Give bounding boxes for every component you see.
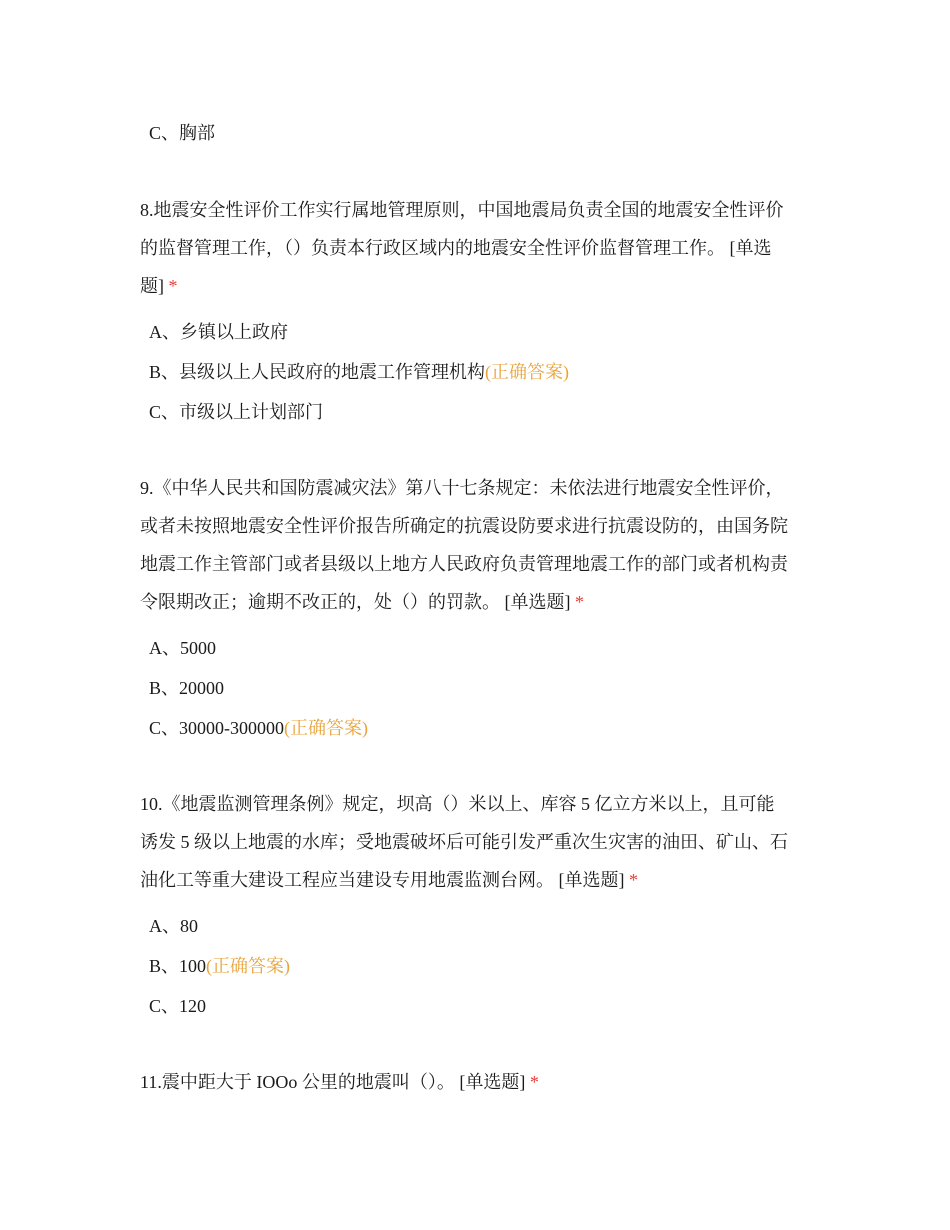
required-mark: *: [575, 592, 584, 612]
question-8-stem-line-1: 8.地震安全性评价工作实行属地管理原则，中国地震局负责全国的地震安全性评价: [140, 200, 784, 220]
question-8-option-b[interactable]: [149, 360, 569, 384]
option-label: A、80: [149, 916, 198, 936]
question-8-stem-text: 题]: [140, 276, 164, 296]
question-9-stem-line-2: 或者未按照地震安全性评价报告所确定的抗震设防要求进行抗震设防的，由国务院: [140, 516, 788, 536]
question-10-stem-line-1: 10.《地震监测管理条例》规定，坝高（）米以上、库容 5 亿立方米以上，且可能: [140, 794, 775, 814]
question-8-stem-line-2: 的监督管理工作，（）负责本行政区域内的地震安全性评价监督管理工作。 [单选: [140, 238, 772, 258]
option-label: A、乡镇以上政府: [149, 322, 288, 342]
option-label: A、5000: [149, 638, 216, 658]
question-9-stem-line-4: [140, 590, 584, 614]
option-label: C、30000-300000: [149, 718, 284, 738]
question-10-option-b[interactable]: [149, 954, 290, 978]
option-label: B、20000: [149, 678, 225, 698]
option-label: C、胸部: [149, 123, 216, 143]
correct-answer-tag: (正确答案): [206, 956, 291, 976]
correct-answer-tag: (正确答案): [485, 362, 570, 382]
question-8-option-c[interactable]: [149, 400, 323, 424]
correct-answer-tag: (正确答案): [284, 718, 368, 738]
question-11-stem-line-1: [140, 1070, 539, 1094]
option-c-prev: [149, 121, 215, 145]
question-9-option-c[interactable]: [149, 716, 368, 740]
question-10-stem-text: 油化工等重大建设工程应当建设专用地震监测台网。 [单选题]: [140, 870, 625, 890]
question-9-stem-line-1: 9.《中华人民共和国防震减灾法》第八十七条规定：未依法进行地震安全性评价，: [140, 478, 784, 498]
option-label: B、县级以上人民政府的地震工作管理机构: [149, 362, 486, 382]
option-label: B、100: [149, 956, 207, 976]
question-9-option-a[interactable]: [149, 636, 216, 660]
required-mark: *: [629, 870, 638, 890]
question-10-stem-line-2: 诱发 5 级以上地震的水库；受地震破坏后可能引发严重次生灾害的油田、矿山、石: [140, 832, 788, 852]
required-mark: *: [529, 1072, 539, 1092]
question-8-stem-line-3: [140, 274, 178, 298]
required-mark: *: [168, 276, 178, 296]
question-9-stem-line-3: 地震工作主管部门或者县级以上地方人民政府负责管理地震工作的部门或者机构责: [140, 554, 788, 574]
question-10-option-c[interactable]: [149, 994, 206, 1018]
option-label: C、市级以上计划部门: [149, 402, 324, 422]
question-11-stem-text: 11.震中距大于 IOOo 公里的地震叫（）。 [单选题]: [140, 1072, 526, 1092]
question-9-stem-text: 令限期改正；逾期不改正的，处（）的罚款。 [单选题]: [140, 592, 571, 612]
question-8-option-a[interactable]: [149, 320, 288, 344]
question-10-option-a[interactable]: [149, 914, 198, 938]
option-label: C、120: [149, 996, 207, 1016]
question-9-option-b[interactable]: [149, 676, 224, 700]
question-10-stem-line-3: [140, 868, 638, 892]
